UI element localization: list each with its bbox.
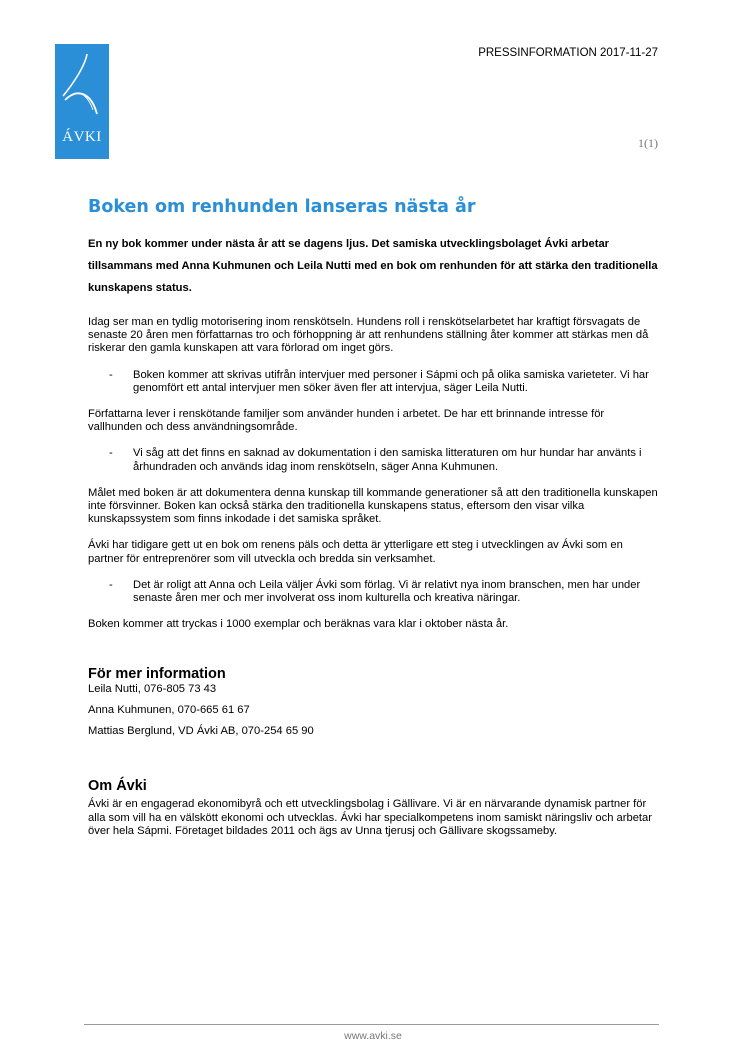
page-number: 1(1) [638,136,658,150]
article-body [88,233,660,851]
contact-line: Anna Kuhmunen, 070-665 61 67 [88,704,250,717]
body-paragraph: Ávki har tidigare gett ut en bok om renens päls och detta är ytterligare ett steg i utvecklingen av Ávki som en partner för entreprenörer som vill utveckla och bredda sin verksamhet. [88,539,623,565]
quote-text: Vi såg att det finns en saknad av dokumentation i den samiska litteraturen om hur hundar har använts i århundraden och används idag inom renskötseln, säger Anna Kuhmunen. [133,447,642,473]
avki-logo [55,44,109,159]
footer-url: www.avki.se [344,1030,402,1042]
quote-text: Det är roligt att Anna och Leila väljer Ávki som förlag. Vi är relativt nya inom branschen, men har under senaste åren mer och mer involverat oss inom kulturella och kreativa näringar. [133,578,641,605]
about-heading: Om Ávki [88,778,147,795]
quote-item [88,579,660,605]
quote-dash: - [109,447,113,460]
footer-divider [84,1024,659,1025]
body-paragraph: Målet med boken är att dokumentera denna kunskap till kommande generationer så att den traditionella kunskapen inte försvinner. Boken kan också stärka den traditionella kunskapens status, eftersom den visar vilka kunskapssystem som finns inkodade i det samiska språket. [88,486,658,526]
lead-paragraph: En ny bok kommer under nästa år att se dagens ljus. Det samiska utvecklingsbolaget Ávki arbetar tillsammans med Anna Kuhmunen och Leila Nutti med en bok om renhunden för att stärka den traditionella kunskapens status. [88,238,658,294]
quote-dash: - [109,578,113,591]
body-paragraph: Författarna lever i renskötande familjer som använder hunden i arbetet. De har ett brinnande intresse för vallhunden och dess användningsområde. [88,408,605,434]
article-title: Boken om renhunden lanseras nästa år [88,197,476,217]
quote-item [88,369,660,395]
more-info-heading: För mer information [88,666,226,683]
contact-line: Mattias Berglund, VD Ávki AB, 070-254 65 90 [88,725,314,738]
quote-dash: - [109,368,113,381]
logo-text: ÁVKI [62,129,102,145]
quote-text: Boken kommer att skrivas utifrån intervjuer med personer i Sápmi och på olika samiska varieteter. Vi har genomfört ett antal intervjuer men söker även fler att intervjua, säger Leila Nutti. [133,368,649,394]
body-paragraph: Idag ser man en tydlig motorisering inom renskötseln. Hundens roll i renskötselarbetet har kraftigt försvagats de senaste 20 åren men författarnas tro och förhoppning är att renhundens ställning åter kommer att stärkas men då riskerar den gamla kunskapen att vara förlorad om inget görs. [88,316,649,355]
about-paragraph: Ávki är en engagerad ekonomibyrå och ett utvecklingsbolag i Gällivare. Vi är en närvarande dynamisk partner för alla som vill ha en välskött ekonomi och utvecklas. Ávki har specialkompetens inom samiskt näringsliv och arbetar över hela Sápmi. Företaget bildades 2011 och ägs av Unna tjerusj och Gällivare skogssameby. [88,798,652,837]
body-paragraph: Boken kommer att tryckas i 1000 exemplar och beräknas vara klar i oktober nästa år. [88,618,509,631]
quote-item [88,447,660,473]
contact-line: Leila Nutti, 076-805 73 43 [88,683,217,696]
press-info-header: PRESSINFORMATION 2017-11-27 [478,47,658,59]
